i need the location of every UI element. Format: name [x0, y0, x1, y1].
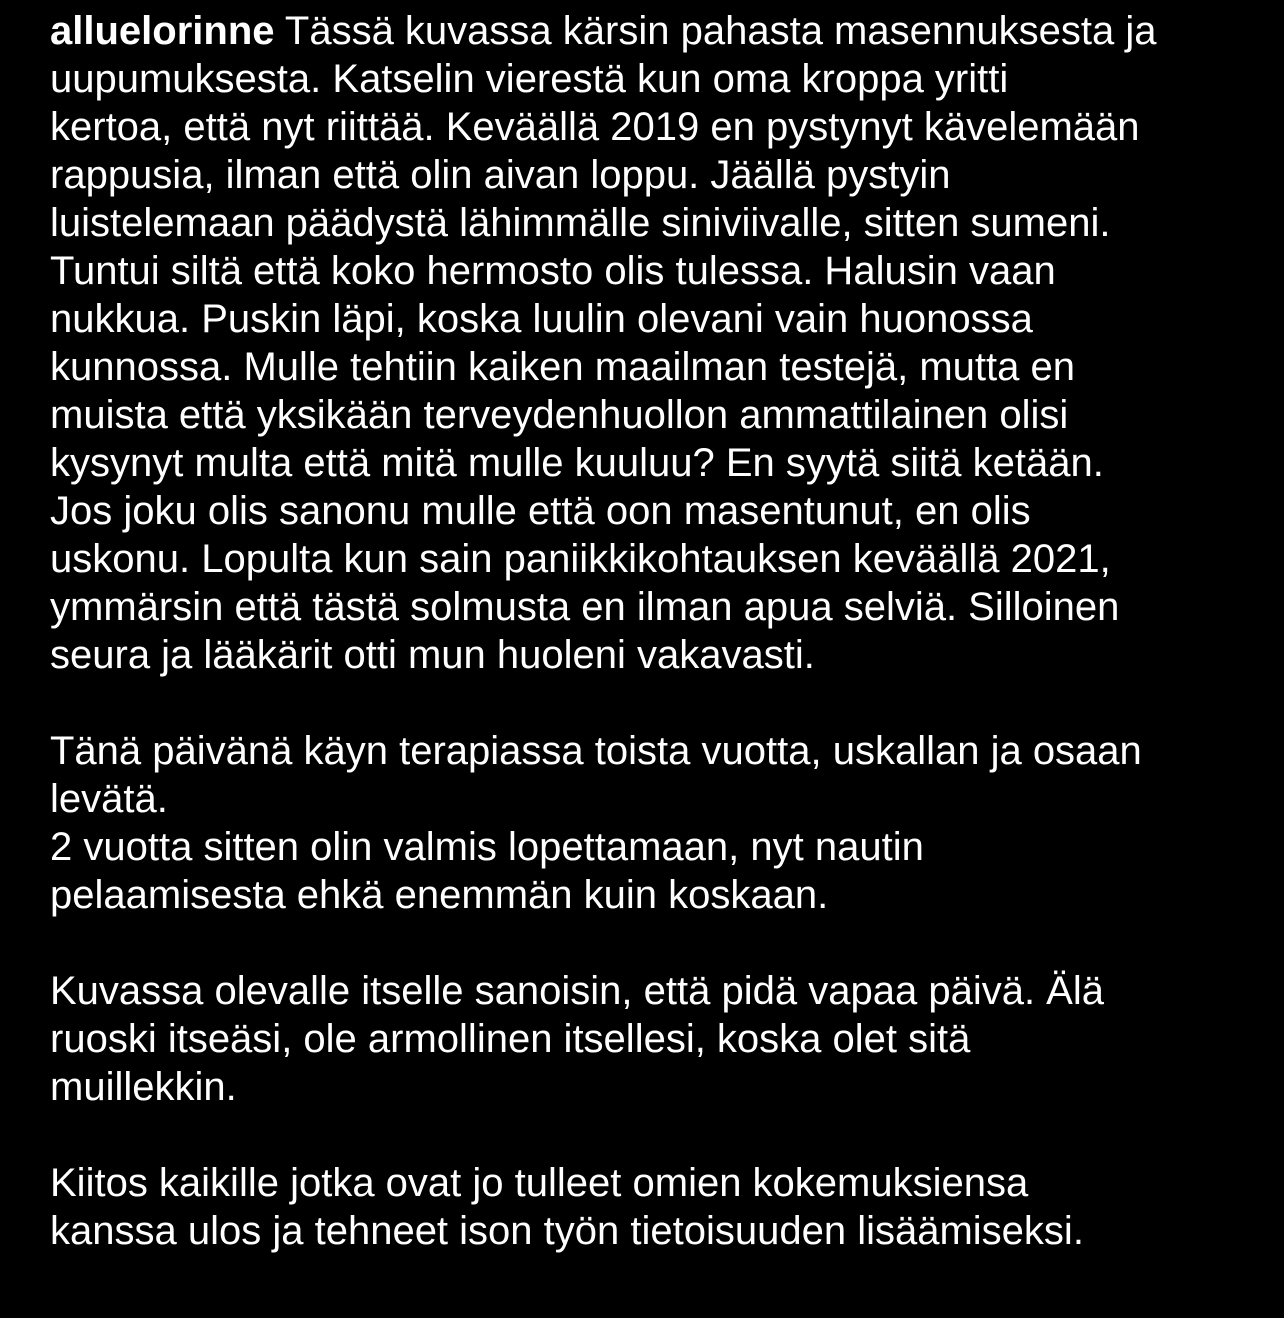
caption-line: kertoa, että nyt riittää. Keväällä 2019 en pystynyt kävelemään — [50, 105, 1140, 149]
paragraph-gap — [50, 679, 1250, 727]
caption-line: ruoski itseäsi, ole armollinen itsellesi, koska olet sitä — [50, 1017, 971, 1061]
caption-line: levätä. — [50, 777, 168, 821]
caption-line: kysynyt multa että mitä mulle kuuluu? En syytä siitä ketään. — [50, 441, 1104, 485]
caption-line: luistelemaan päädystä lähimmälle siniviivalle, sitten sumeni. — [50, 201, 1111, 245]
caption-line: uupumuksesta. Katselin vierestä kun oma kroppa yritti — [50, 57, 1009, 101]
caption-line: muista että yksikään terveydenhuollon ammattilainen olisi — [50, 393, 1069, 437]
caption-line: seura ja lääkärit otti mun huoleni vakavasti. — [50, 633, 815, 677]
caption-line: uskonu. Lopulta kun sain paniikkikohtauksen keväällä 2021, — [50, 537, 1111, 581]
caption-line: kunnossa. Mulle tehtiin kaiken maailman testejä, mutta en — [50, 345, 1075, 389]
caption-line: Kuvassa olevalle itselle sanoisin, että pidä vapaa päivä. Älä — [50, 969, 1104, 1013]
caption-line: muillekkin. — [50, 1065, 237, 1109]
caption-line: pelaamisesta ehkä enemmän kuin koskaan. — [50, 873, 829, 917]
caption-line: Tuntui siltä että koko hermosto olis tulessa. Halusin vaan — [50, 249, 1056, 293]
caption-line: Kiitos kaikille jotka ovat jo tulleet omien kokemuksiensa — [50, 1161, 1029, 1205]
caption-first-line — [50, 7, 1250, 55]
caption-line: Jos joku olis sanonu mulle että oon masentunut, en olis — [50, 489, 1031, 533]
caption-line: kanssa ulos ja tehneet ison työn tietoisuuden lisäämiseksi. — [50, 1209, 1084, 1253]
caption-line: 2 vuotta sitten olin valmis lopettamaan, nyt nautin — [50, 825, 924, 869]
caption-line: nukkua. Puskin läpi, koska luulin olevani vain huonossa — [50, 297, 1033, 341]
caption-line: Tänä päivänä käyn terapiassa toista vuotta, uskallan ja osaan — [50, 729, 1142, 773]
paragraph-gap — [50, 1111, 1250, 1159]
paragraph-gap — [50, 919, 1250, 967]
caption-line: ymmärsin että tästä solmusta en ilman apua selviä. Silloinen — [50, 585, 1120, 629]
caption-text: Tässä kuvassa kärsin pahasta masennuksesta ja — [274, 9, 1157, 53]
username-link[interactable]: alluelorinne — [50, 9, 275, 53]
caption-line: rappusia, ilman että olin aivan loppu. Jäällä pystyin — [50, 153, 951, 197]
post-caption — [50, 7, 1250, 1255]
